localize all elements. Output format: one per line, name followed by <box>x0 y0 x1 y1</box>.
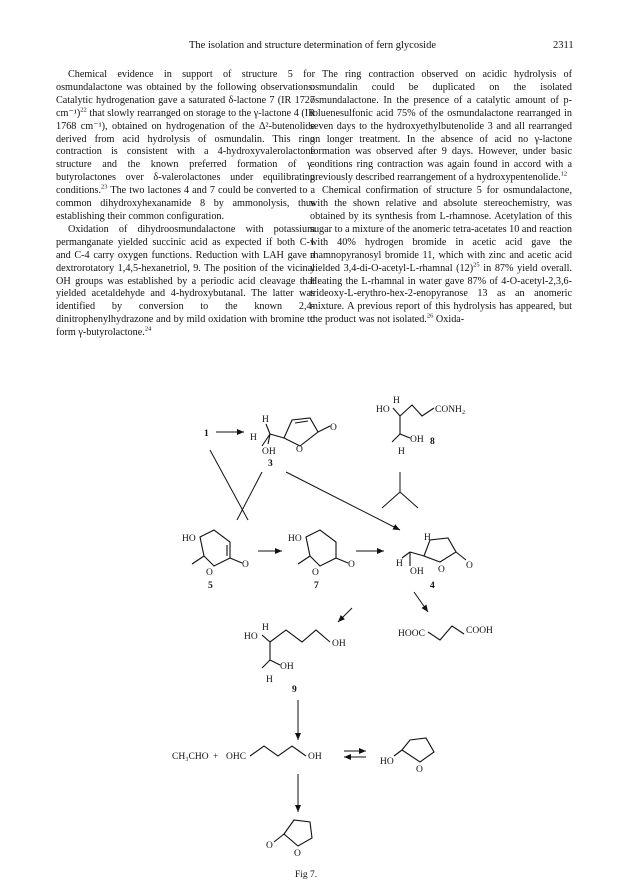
svg-text:HO: HO <box>288 534 302 544</box>
svg-text:OH: OH <box>280 662 294 672</box>
svg-text:OH: OH <box>332 639 346 649</box>
svg-text:O: O <box>266 841 273 851</box>
svg-text:H: H <box>396 559 403 569</box>
svg-text:H: H <box>262 415 269 425</box>
label-compound-4: 4 <box>430 581 435 591</box>
junction-lines <box>382 472 418 508</box>
label-compound-3: 3 <box>268 459 273 469</box>
label-compound-1: 1 <box>204 429 209 439</box>
svg-text:O: O <box>438 565 445 575</box>
svg-text:O: O <box>242 560 249 570</box>
svg-text:CONH₂: CONH₂ <box>435 405 466 415</box>
equilibrium-arrows <box>344 751 366 757</box>
paragraph: Chemical confirmation of structure 5 for osmundalactone, with the shown relative and absolute stereochemistry, was obtained by its synthesis from L-rhamnose. Acetylation of this sugar to a mixture of the anomeric tetra-acetates 10 and reaction with 40% hydrogen bromide in acetic acid gave the rhamnopyranosyl bromide 11, which with zinc and acetic acid yielded 3,4-di-O-acetyl-L-rhamnal $(12)^{25}$ in 87% yield overall. Heating the L-rhamnal in water gave 87% of 4-O-acetyl-2,3,6-trideoxy-L-erythro-hex-2-enopyranose 13 as an anomeric mixture. A previous report of this hydrolysis has appeared, but the product was not isolated.$^{26}$ Oxida- <box>310 185 572 326</box>
svg-text:OH: OH <box>308 752 322 762</box>
svg-text:HO: HO <box>244 632 258 642</box>
paragraph: Chemical evidence in support of structure 5 for osmundalactone was obtained by the following observations: Catalytic hydrogenation gave a saturated δ-lactone 7 (IR 1727 cm⁻¹)$^{22}$ that slowly rearranged on storage to the γ-lactone 4 (IR 1768 cm⁻¹), obtained on hydrogenation of the Δ²-butenolide derived from acid hydrolysis of osmundalin. This ring contraction is consistent with a 4-hydroxyvalerolactone structure and the known preferred formation of γ-butyrolactones over δ-valerolactones under equilibrating conditions.$^{23}$ The two lactones 4 and 7 could be converted to a common dihydroxyhexanamide 8 by ammonolysis, thus establishing their common configuration. <box>56 69 315 222</box>
structure-lactol <box>380 738 434 775</box>
svg-text:CH₃CHO: CH₃CHO <box>172 752 209 762</box>
label-compound-8: 8 <box>430 437 435 447</box>
running-title: The isolation and structure determination of fern glycoside <box>189 40 436 51</box>
reaction-scheme <box>0 395 625 867</box>
svg-text:H: H <box>398 447 405 457</box>
label-compound-7: 7 <box>314 581 319 591</box>
arrow-to-9 <box>338 608 352 622</box>
paragraph: Oxidation of dihydroosmundalactone with potassium permanganate yielded succinic acid as expected if both C-1 and C-4 carry oxygen functions. Reduction with LAH gave a dextrorotatory 1,4,5-hexanetriol, 9. The position of the vicinal OH groups was established by a periodic acid cleavage that yielded acetaldehyde and 4-hydroxybutanal. The latter was identified by conversion to the known 2,4-dinitrophenylhydrazone and by mild oxidation with bromine to form γ-butyrolactone.$^{24}$ <box>56 223 315 339</box>
svg-text:COOH: COOH <box>466 626 493 636</box>
page-number: 2311 <box>553 40 574 51</box>
svg-text:HO: HO <box>182 534 196 544</box>
svg-text:H: H <box>266 675 273 685</box>
svg-text:O: O <box>294 849 301 859</box>
svg-text:O: O <box>416 765 423 775</box>
svg-text:HOOC: HOOC <box>398 629 425 639</box>
label-compound-5: 5 <box>208 581 213 591</box>
svg-text:HO: HO <box>380 757 394 767</box>
svg-text:H: H <box>250 433 257 443</box>
running-head <box>0 40 625 54</box>
structure-compound-8 <box>376 396 465 457</box>
structure-compound-9 <box>244 623 346 695</box>
arrow-to-succinic-acid <box>414 592 428 612</box>
figure-caption: Fig 7. <box>295 870 318 880</box>
svg-text:O: O <box>466 561 473 571</box>
label-compound-9: 9 <box>292 685 297 695</box>
svg-text:O: O <box>330 423 337 433</box>
structure-succinic-acid <box>398 626 493 640</box>
svg-text:+: + <box>213 752 219 762</box>
svg-text:H: H <box>393 396 400 406</box>
svg-text:OHC: OHC <box>226 752 247 762</box>
svg-text:OH: OH <box>262 447 276 457</box>
left-column <box>56 69 315 340</box>
structure-compound-7 <box>288 530 355 591</box>
svg-text:OH: OH <box>410 435 424 445</box>
structure-compound-5 <box>182 530 249 591</box>
svg-text:OH: OH <box>410 567 424 577</box>
svg-text:O: O <box>348 560 355 570</box>
structure-compound-4 <box>396 533 473 591</box>
cleavage-products <box>172 746 322 762</box>
right-column <box>310 69 572 327</box>
svg-text:O: O <box>296 445 303 455</box>
svg-text:H: H <box>424 533 431 543</box>
paragraph: The ring contraction observed on acidic hydrolysis of osmundalin could be duplicated on the isolated osmundalactone. In the presence of a catalytic amount of p-toluenesulfonic acid 75% of the osmundalactone rearranged in seven days to the hydroxyethylbutenolide 3 and all rearranged on longer treatment. In the absence of acid no γ-lactone formation was observed after 9 days. However, under basic conditions ring contraction was again found in accord with a previously described rearrangement of a hydroxypentenolide.$^{12}$ <box>310 69 572 184</box>
arrow-3-to-5 <box>237 472 262 520</box>
svg-text:O: O <box>312 568 319 578</box>
svg-text:HO: HO <box>376 405 390 415</box>
arrow-3-to-4 <box>286 472 400 530</box>
svg-text:O: O <box>206 568 213 578</box>
svg-text:H: H <box>262 623 269 633</box>
structure-butyrolactone <box>266 820 312 859</box>
structure-compound-3 <box>250 415 337 469</box>
